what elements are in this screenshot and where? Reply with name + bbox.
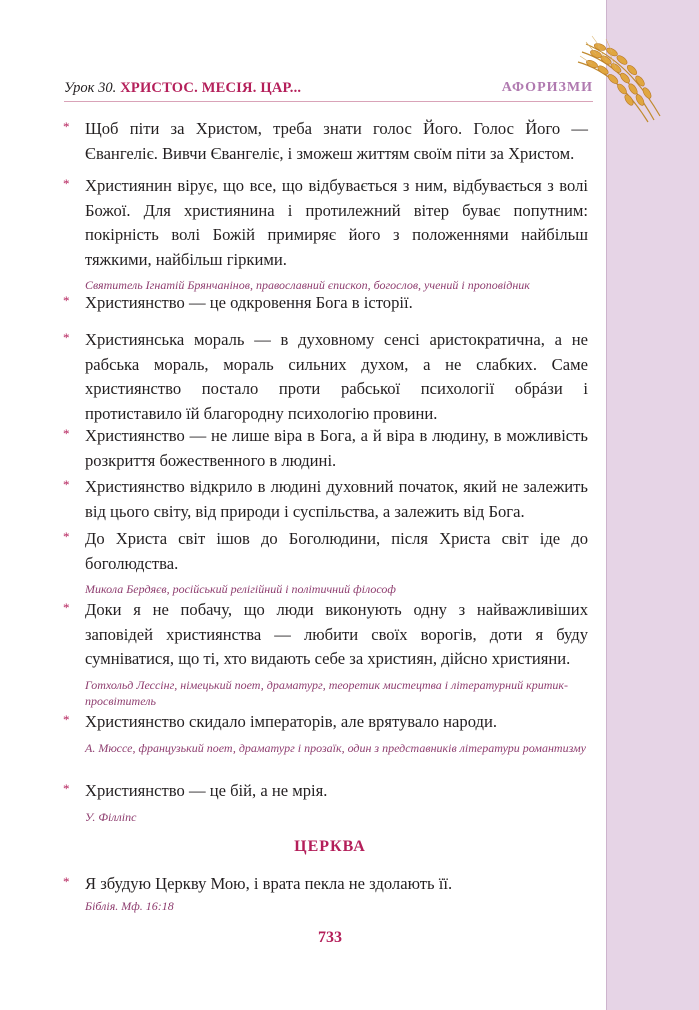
aphorism-author: Готхольд Лессінг, німецький поет, драматург, теоретик мистецтва і літературний критик-просвітитель xyxy=(85,677,569,708)
bullet-star-icon: * xyxy=(63,600,70,615)
aphorism-author: Святитель Ігнатій Брянчанінов, православний єпископ, богослов, учений і проповідник xyxy=(85,278,530,292)
aphorism-item xyxy=(63,174,588,294)
aphorism-text: Християнство скидало імператорів, але врятувало народи. xyxy=(85,712,497,731)
aphorism-item xyxy=(63,475,588,524)
aphorism-text: Християнство — це бій, а не мрія. xyxy=(85,781,328,800)
bullet-star-icon: * xyxy=(63,293,70,308)
aphorism-item xyxy=(63,710,588,756)
aphorism-text: Я збудую Церкву Мою, і врата пекла не здолають її. xyxy=(85,874,453,893)
aphorism-item xyxy=(63,779,588,825)
lesson-number: Урок 30. xyxy=(64,80,117,96)
bullet-star-icon: * xyxy=(63,426,70,441)
bullet-star-icon: * xyxy=(63,119,70,134)
aphorism-item xyxy=(63,424,588,473)
aphorism-author: У. Філліпс xyxy=(85,809,137,824)
header-divider xyxy=(64,101,593,102)
lesson-heading xyxy=(64,80,301,97)
bullet-star-icon: * xyxy=(63,330,70,345)
aphorism-text: Християнство відкрило в людині духовний початок, який не залежить від цього світу, від природи і суспільства, а залежить від Бога. xyxy=(85,477,588,521)
bullet-star-icon: * xyxy=(63,176,70,191)
bullet-star-icon: * xyxy=(63,874,70,889)
aphorism-item xyxy=(63,872,588,914)
aphorism-author: А. Мюссе, французький поет, драматург і прозаїк, один з представників літератури романтизму xyxy=(85,740,586,755)
aphorism-source: Біблія. Мф. 16:18 xyxy=(85,898,174,913)
aphorism-item xyxy=(63,527,588,598)
bullet-star-icon: * xyxy=(63,477,70,492)
aphorism-text: Доки я не побачу, що люди виконують одну з найважливіших заповідей християнства — любити своїх ворогів, доти я буду сумніватися, що ті, хто видають себе за християн, дійсно християни. xyxy=(85,600,588,668)
bullet-star-icon: * xyxy=(63,781,70,796)
aphorism-text: Християнство — не лише віра в Бога, а й віра в людину, в можливість розкриття божественного в людині. xyxy=(85,426,588,470)
aphorism-item xyxy=(63,328,588,426)
aphorism-item xyxy=(63,598,588,710)
aphorism-text: Щоб піти за Христом, треба знати голос Його. Голос Його — Євангеліє. Вивчи Євангеліє, і зможеш життям своїм піти за Христом. xyxy=(85,119,588,163)
bullet-star-icon: * xyxy=(63,712,70,727)
section-title: ЦЕРКВА xyxy=(294,838,366,855)
aphorism-text: Християнин вірує, що все, що відбувається з ним, відбувається з волі Божої. Для християнина і протилежний вітер буває попутним: покірність волі Божій примиряє його з положеннями найбільш тяжкими, найбільш гіркими. xyxy=(85,176,588,269)
page-margin-band xyxy=(606,0,699,1010)
aphorism-item xyxy=(63,117,588,166)
bullet-star-icon: * xyxy=(63,529,70,544)
lesson-topic: ХРИСТОС. МЕСІЯ. ЦАР... xyxy=(120,80,302,96)
page-number: 733 xyxy=(318,929,342,946)
aphorism-text: Християнська мораль — в духовному сенсі аристократична, а не рабська мораль, мораль сильних духом, а не слабких. Саме християнство постало проти рабської психології обрáзи і протиставило їй благородну психологію провини. xyxy=(85,330,588,423)
aphorism-item xyxy=(63,291,588,316)
section-label: АФОРИЗМИ xyxy=(501,80,593,95)
aphorism-text: До Христа світ ішов до Боголюдини, після Христа світ іде до боголюдства. xyxy=(85,529,588,573)
page-header xyxy=(64,80,593,100)
aphorism-author: Микола Бердяєв, російський релігійний і політичний філософ xyxy=(85,582,396,596)
aphorism-text: Християнство — це одкровення Бога в історії. xyxy=(85,293,413,312)
